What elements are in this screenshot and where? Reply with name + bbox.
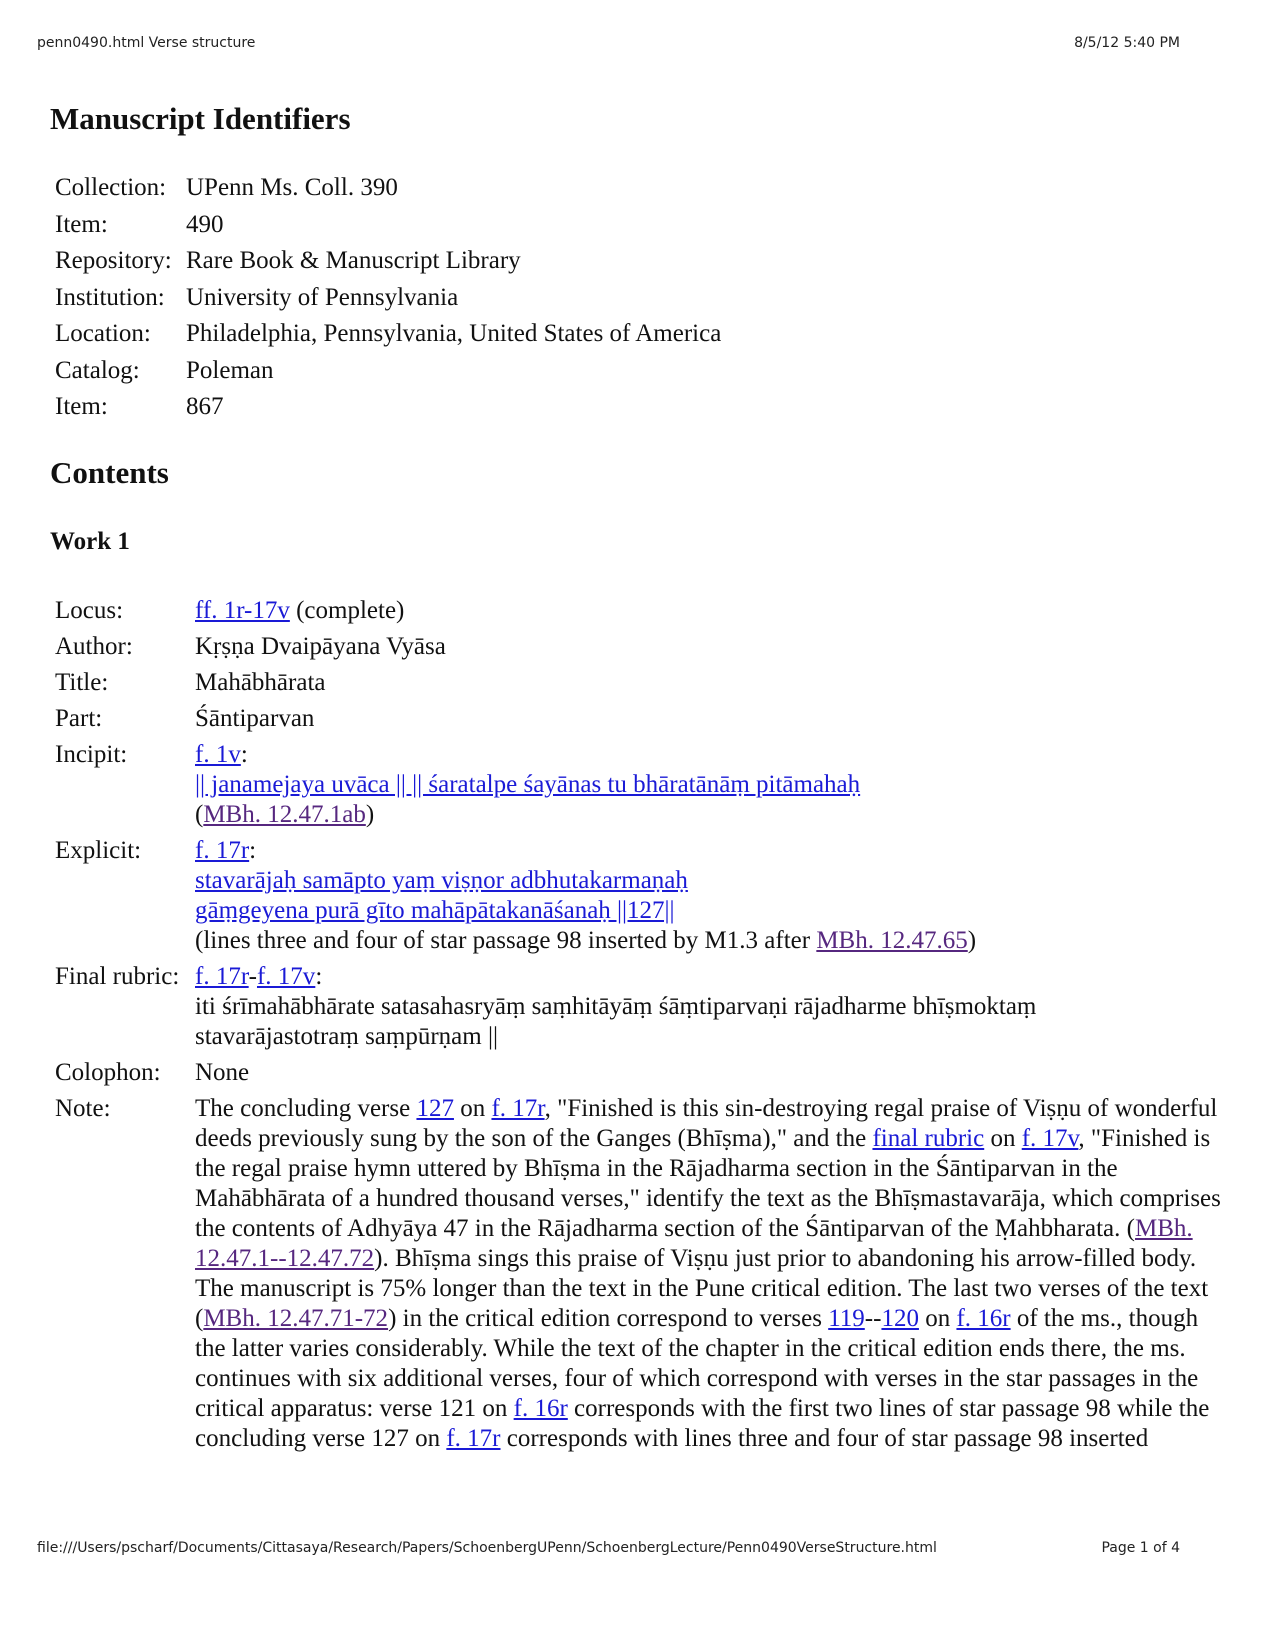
contents-heading: Contents	[50, 455, 169, 490]
explicit-note-text: (lines three and four of star passage 98 inserted by M1.3 after	[195, 927, 817, 954]
identifier-value: Philadelphia, Pennsylvania, United States of America	[186, 320, 722, 347]
incipit-row	[55, 740, 1225, 830]
identifier-value: UPenn Ms. Coll. 390	[186, 174, 398, 201]
identifier-row	[55, 170, 721, 207]
part-row	[55, 704, 1225, 734]
final-rubric-row	[55, 962, 1225, 1052]
final-rubric-colon: :	[315, 963, 323, 990]
author-row	[55, 632, 1225, 662]
identifier-label: Item:	[55, 393, 108, 420]
explicit-colon: :	[249, 837, 257, 864]
note-text: --	[864, 1305, 882, 1332]
identifier-row	[55, 353, 721, 390]
note-paragraph	[195, 1094, 1225, 1454]
final-rubric-line1: iti śrīmahābhārate satasahasryāṃ saṃhitāyāṃ śāṃtiparvaṇi rājadharme bhīṣmoktaṃ	[195, 993, 1037, 1020]
title-row	[55, 668, 1225, 698]
note-folio-link[interactable]: f. 16r	[956, 1305, 1011, 1332]
locus-extent: (complete)	[289, 597, 405, 624]
locus-label: Locus:	[55, 597, 124, 624]
identifier-value: 867	[186, 393, 224, 420]
note-verse-link[interactable]: 127	[416, 1095, 454, 1122]
note-folio-link[interactable]: f. 16r	[513, 1395, 568, 1422]
final-rubric-label: Final rubric:	[55, 963, 180, 990]
note-text: The concluding verse	[195, 1095, 417, 1122]
locus-link[interactable]: ff. 1r-17v	[195, 597, 290, 624]
note-row	[55, 1094, 1225, 1454]
print-footer-page-number: Page 1 of 4	[1101, 1540, 1180, 1556]
note-text: corresponds with the first two lines of star passage 98 while the concluding verse 127 on	[195, 1395, 1210, 1452]
locus-row	[55, 596, 1225, 626]
note-final-rubric-link[interactable]: final rubric	[872, 1125, 985, 1152]
incipit-ref-open: (	[195, 801, 204, 828]
identifier-label: Location:	[55, 320, 151, 347]
explicit-row	[55, 836, 1225, 956]
incipit-text-link[interactable]: || janamejaya uvāca || || śaratalpe śayānas tu bhāratānāṃ pitāmahaḥ	[195, 771, 861, 798]
print-header	[37, 35, 1180, 51]
note-text: on	[453, 1095, 492, 1122]
note-verse-link[interactable]: 119	[828, 1305, 865, 1332]
colophon-label: Colophon:	[55, 1059, 161, 1086]
identifier-label: Collection:	[55, 174, 167, 201]
note-mbh-ref-link[interactable]: MBh. 12.47.1--12.47.72	[195, 1215, 1193, 1272]
identifier-label: Item:	[55, 210, 108, 238]
identifier-row	[55, 280, 721, 317]
note-text: , "Finished is this sin-destroying regal praise of Viṣṇu of wonderful deeds previously sung by the son of the Ganges (Bhīṣma)," and the	[195, 1095, 1218, 1152]
work-details	[55, 596, 1225, 1460]
explicit-folio-link[interactable]: f. 17r	[195, 837, 250, 864]
note-text: ) in the critical edition correspond to verses	[388, 1305, 829, 1332]
identifier-row	[55, 316, 721, 353]
note-text: ). Bhīṣma sings this praise of Viṣṇu just prior to abandoning his arrow-filled body. The manuscript is 75% longer than the text in the Pune critical edition. The last two verses of the text (	[195, 1245, 1209, 1332]
explicit-line2-link[interactable]: gāṃgeyena purā gīto mahāpātakanāśanaḥ ||127||	[195, 897, 675, 924]
title-value: Mahābhārata	[195, 669, 326, 696]
note-text: on	[918, 1305, 957, 1332]
incipit-folio-link[interactable]: f. 1v	[195, 741, 241, 768]
note-text: of the ms., though the latter varies considerably. While the text of the chapter in the critical edition ends there, the ms. continues with six additional verses, four of which correspond with verses in the star passages in the critical apparatus: verse 121 on	[195, 1305, 1199, 1422]
print-footer	[37, 1540, 1180, 1556]
incipit-ref-close: )	[365, 801, 375, 828]
identifier-value: Poleman	[186, 356, 274, 384]
print-header-title: penn0490.html Verse structure	[37, 35, 256, 51]
identifier-row	[55, 243, 721, 280]
title-label: Title:	[55, 669, 109, 696]
note-mbh-ref-link[interactable]: MBh. 12.47.71-72	[203, 1305, 389, 1332]
incipit-colon: :	[240, 741, 248, 768]
identifier-label: Institution:	[55, 283, 165, 311]
explicit-line1-link[interactable]: stavarājaḥ samāpto yaṃ viṣṇor adbhutakarmaṇaḥ	[195, 867, 688, 894]
explicit-label: Explicit:	[55, 837, 142, 864]
part-value: Śāntiparvan	[195, 705, 315, 732]
note-text: on	[984, 1125, 1022, 1152]
note-folio-link[interactable]: f. 17r	[446, 1425, 501, 1452]
manuscript-identifiers-heading: Manuscript Identifiers	[50, 101, 351, 136]
author-value: Kṛṣṇa Dvaipāyana Vyāsa	[195, 633, 446, 660]
author-label: Author:	[55, 633, 133, 660]
print-header-datetime: 8/5/12 5:40 PM	[1074, 35, 1180, 51]
incipit-mbh-ref-link[interactable]: MBh. 12.47.1ab	[203, 801, 366, 828]
print-footer-file-path: file:///Users/pscharf/Documents/Cittasaya/Research/Papers/SchoenbergUPenn/SchoenbergLecture/Penn0490VerseStructure.html	[37, 1540, 937, 1556]
identifier-label: Repository:	[55, 247, 172, 274]
identifier-value: University of Pennsylvania	[186, 283, 459, 311]
explicit-mbh-ref-link[interactable]: MBh. 12.47.65	[816, 927, 968, 954]
note-label: Note:	[55, 1095, 111, 1122]
identifiers-table	[55, 170, 721, 426]
final-rubric-dash: -	[248, 963, 257, 990]
note-folio-link[interactable]: f. 17v	[1021, 1125, 1079, 1152]
colophon-value: None	[195, 1059, 250, 1086]
identifier-row	[55, 389, 721, 426]
note-folio-link[interactable]: f. 17r	[491, 1095, 545, 1122]
final-rubric-folio-end-link[interactable]: f. 17v	[256, 963, 316, 990]
identifier-label: Catalog:	[55, 356, 140, 384]
note-text: corresponds with lines three and four of star passage 98 inserted	[500, 1425, 1149, 1452]
note-text: , "Finished is the regal praise hymn uttered by Bhīṣma in the Rājadharma section in the Śāntiparvan in the Mahābhārata of a hundred thousand verses," identify the text as the Bhīṣmastavarāja, which comprises the contents of Adhyāya 47 in the Rājadharma section of the Śāntiparvan of the Ṃahbharata. (	[195, 1125, 1221, 1242]
final-rubric-folio-start-link[interactable]: f. 17r	[195, 963, 249, 990]
note-verse-link[interactable]: 120	[881, 1305, 919, 1332]
incipit-label: Incipit:	[55, 741, 128, 768]
part-label: Part:	[55, 705, 103, 732]
final-rubric-line2: stavarājastotraṃ saṃpūrṇam ||	[195, 1023, 498, 1050]
identifier-row	[55, 207, 721, 244]
explicit-note-close: )	[967, 927, 977, 954]
colophon-row	[55, 1058, 1225, 1088]
identifier-value: Rare Book & Manuscript Library	[186, 247, 521, 274]
work-heading: Work 1	[50, 528, 130, 555]
identifier-value: 490	[186, 210, 224, 238]
